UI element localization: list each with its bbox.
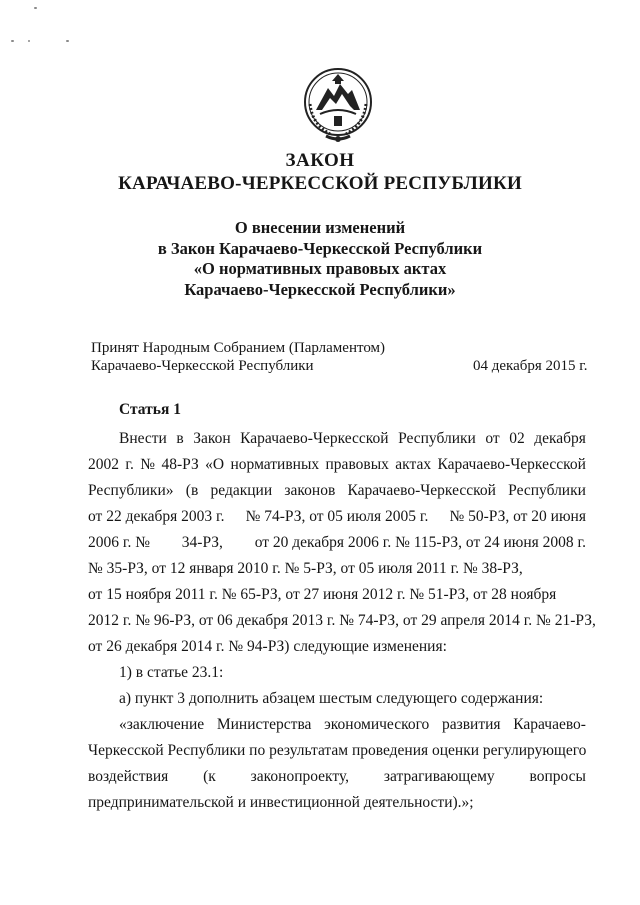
article-text: Карачаево- — [513, 716, 586, 733]
article-text: Республики — [398, 430, 476, 447]
adoption-republic: Карачаево-Черкесской Республики — [91, 358, 314, 374]
law-title: ЗАКОН — [285, 150, 355, 171]
article-line — [88, 452, 586, 478]
article-text: 2002 — [88, 456, 119, 473]
article-line — [88, 608, 596, 634]
subtitle-line: О внесении изменений — [234, 218, 406, 237]
scan-speck — [11, 40, 14, 42]
article-text: Республики — [508, 482, 586, 499]
subtitle-line: Карачаево-Черкесской Республики» — [184, 279, 456, 299]
article-text: редакции — [210, 482, 273, 499]
article-text: затрагивающему — [383, 768, 495, 785]
adoption-date: 04 декабря 2015 г. — [473, 358, 588, 374]
article-text: «заключение — [119, 716, 205, 733]
article-text: воздействия — [88, 768, 169, 785]
article-text: развития — [441, 716, 501, 733]
article-heading: Статья 1 — [119, 401, 181, 418]
article-text: законопроекту, — [250, 768, 350, 785]
article-line — [88, 738, 586, 764]
article-text: 48-РЗ — [161, 456, 199, 473]
article-text: от 15 ноября 2011 г. № 65-РЗ, от 27 июня 2012 г. № 51-РЗ, от 28 ноября — [88, 586, 557, 603]
article-body — [88, 426, 596, 816]
scan-speck — [28, 40, 30, 42]
article-text: 1) в статье 23.1: — [119, 664, 224, 681]
article-line — [88, 764, 586, 790]
article-text: в — [176, 430, 184, 447]
article-text: «О — [205, 456, 225, 473]
article-text: декабря — [534, 430, 586, 447]
article-line — [88, 712, 586, 738]
article-text: 34-РЗ, — [181, 534, 223, 551]
article-text: вопросы — [529, 768, 586, 785]
article-text: № 35-РЗ, от 12 января 2010 г. № 5-РЗ, от 05 июля 2011 г. № 38-РЗ, — [88, 560, 523, 577]
article-text: Республики» — [88, 482, 174, 499]
article-text: № 74-РЗ, от 05 июля 2005 г. — [245, 508, 429, 525]
adoption-info — [91, 339, 385, 375]
article-text: экономического — [324, 716, 430, 733]
article-line — [88, 660, 586, 686]
article-text: Министерства — [216, 716, 312, 733]
law-republic-title: КАРАЧАЕВО-ЧЕРКЕССКОЙ РЕСПУБЛИКИ — [118, 173, 522, 194]
article-text: 2006 г. № — [88, 534, 151, 551]
article-line — [88, 478, 586, 504]
article-line — [88, 790, 586, 816]
article-text: актах — [395, 456, 432, 473]
article-text: Закон — [193, 430, 231, 447]
article-line — [88, 504, 586, 530]
article-text: законов — [284, 482, 336, 499]
article-text: а) пункт 3 дополнить абзацем шестым следующего содержания: — [119, 690, 544, 707]
article-line — [88, 556, 586, 582]
article-text: от 20 декабря 2006 г. № 115-РЗ, от 24 июня 2008 г. — [254, 534, 586, 551]
article-text: Карачаево-Черкесской — [347, 482, 496, 499]
article-text: (в — [185, 482, 199, 499]
article-text: правовых — [325, 456, 389, 473]
scan-speck — [66, 40, 69, 42]
article-line — [88, 530, 586, 556]
article-text: Внести — [119, 430, 167, 447]
article-text: от 26 декабря 2014 г. № 94-РЗ) следующие изменения: — [88, 638, 447, 655]
article-text: Карачаево-Черкесской — [240, 430, 389, 447]
article-text: нормативных — [230, 456, 320, 473]
article-line — [88, 634, 586, 660]
article-text: г. — [125, 456, 134, 473]
article-text: предпринимательской и инвестиционной деятельности).»; — [88, 794, 474, 811]
article-text: Карачаево-Черкесской — [437, 456, 586, 473]
law-subtitle — [0, 218, 640, 300]
adoption-body: Принят Народным Собранием (Парламентом) — [91, 340, 386, 356]
article-line — [88, 582, 586, 608]
article-line — [88, 426, 586, 452]
article-line — [88, 686, 586, 712]
subtitle-line: «О нормативных правовых актах — [193, 259, 447, 278]
article-text: от 22 декабря 2003 г. — [88, 508, 225, 525]
article-text: (к — [203, 768, 216, 785]
scan-speck — [34, 7, 37, 9]
article-text: Черкесской Республики по результатам проведения оценки регулирующего — [88, 742, 587, 759]
article-text: № 50-РЗ, от 20 июня — [449, 508, 586, 525]
article-text: от — [485, 430, 500, 447]
article-text: № — [140, 456, 156, 473]
article-text: 02 — [509, 430, 525, 447]
subtitle-line: в Закон Карачаево-Черкесской Республики — [157, 238, 483, 258]
coat-of-arms-emblem — [300, 64, 376, 144]
article-text: 2012 г. № 96-РЗ, от 06 декабря 2013 г. № 74-РЗ, от 29 апреля 2014 г. № 21-РЗ, — [88, 612, 596, 629]
